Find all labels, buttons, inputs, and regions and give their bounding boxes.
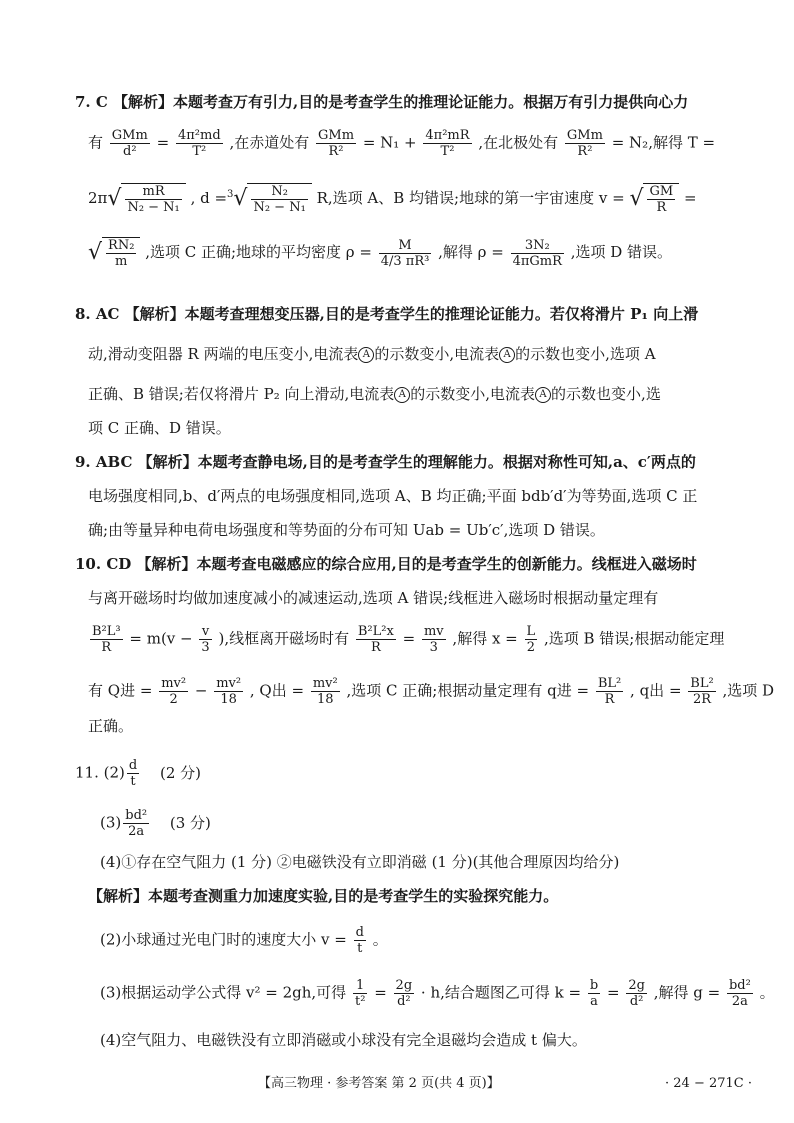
paper-code: · 24 − 271C · [665, 1076, 752, 1091]
q11-answer-3: (3) $\frac{\text{bd²}}{2a}$ (3 分) [100, 808, 211, 839]
q10-line-5: 正确。 [88, 717, 134, 735]
q7-line-1: 7. C 【解析】本题考查万有引力,目的是考查学生的推理论证能力。根据万有引力提供向心力 [75, 93, 689, 111]
q8-line-4: 项 C 正确、D 错误。 [88, 419, 231, 437]
page-footer: 【高三物理 · 参考答案 第 2 页(共 4 页)】 [258, 1076, 500, 1091]
ammeter-a2-icon: A [499, 347, 515, 363]
q11-answer-2: 11. (2) $\frac{d}{t}$ (2 分) [75, 758, 202, 789]
q11-explain-title: 【解析】本题考查测重力加速度实验,目的是考查学生的实验探究能力。 [88, 887, 559, 905]
q7-line-3: 2π√ $\frac{mR}{\text{N₂ − N₁}}$ , d =$^3$√ $\frac{\text{N₂}}{\text{N₂ − N₁}}$ R,选项 A、B 均错误;地球的第一宇宙速度 v = √ $\frac{GM}{R}$ = [88, 184, 697, 215]
q10-line-3: $\frac{\text{B²L³}}{R}$ = m(v − $\frac{v}{3}$ ),线框离开磁场时有 $\frac{\text{B²L²x}}{R}$ = $\frac{mv}{3}$ ,解得 x = $\frac{L}{2}$ ,选项 B 错误;根据动能定理 [92, 624, 725, 655]
q10-line-2: 与离开磁场时均做加速度减小的减速运动,选项 A 错误;线框进入磁场时根据动量定理有 [88, 589, 659, 607]
q7-line-4: √ $\frac{\text{RN₂}}{m}$ ,选项 C 正确;地球的平均密度 ρ = $\frac{M}{\text{4/3 πR³}}$ ,解得 ρ = $\frac{\text{3N₂}}{\text{4πGmR}}$ ,选项 D 错误。 [88, 237, 673, 269]
q10-line-4: 有 Q进 = $\frac{\text{mv²}}{2}$ − $\frac{\text{mv²}}{18}$ , Q出 = $\frac{\text{mv²}}{18}$ ,选项 C 正确;根据动量定理有 q进 = $\frac{\text{BL²}}{R}$ , q出 = $\frac{\text{BL²}}{2R}$ ,选项 D [88, 676, 775, 707]
q8-line-1: 8. AC 【解析】本题考查理想变压器,目的是考查学生的推理论证能力。若仅将滑片 P₁ 向上滑 [75, 305, 699, 323]
q9-line-1: 9. ABC 【解析】本题考查静电场,目的是考查学生的理解能力。根据对称性可知,a、c′两点的 [75, 453, 696, 471]
q11-explain-3: (3)根据运动学公式得 v² = 2gh,可得 $\frac{1}{\text{t²}}$ = $\frac{2g}{\text{d²}}$ · h,结合题图乙可得 k = $\frac{b}{a}$ = $\frac{2g}{\text{d²}}$ ,解得 g = $\frac{\text{bd²}}{2a}$ 。 [100, 978, 775, 1009]
q11-answer-4: (4)①存在空气阻力 (1 分) ②电磁铁没有立即消磁 (1 分)(其他合理原因均给分) [100, 853, 620, 871]
q7-line-2: 有 $\frac{\text{GMm}}{\text{d²}}$ = $\frac{\text{4π²md}}{\text{T²}}$ ,在赤道处有 $\frac{\text{GMm}}{\text{R²}}$ = N₁ + $\frac{\text{4π²mR}}{\text{T²}}$ ,在北极处有 $\frac{\text{GMm}}{\text{R²}}$ = N₂,解得 T = [88, 128, 716, 159]
ammeter-a1-icon: A [535, 387, 551, 403]
q9-line-3: 确;由等量异种电荷电场强度和等势面的分布可知 Uab = Ub′c′,选项 D 错误。 [88, 521, 605, 539]
q8-line-2: 动,滑动变阻器 R 两端的电压变小,电流表 A 的示数变小,电流表 A 的示数也变小,选项 A [88, 345, 656, 363]
q10-line-1: 10. CD 【解析】本题考查电磁感应的综合应用,目的是考查学生的创新能力。线框进入磁场时 [75, 555, 697, 573]
q9-line-2: 电场强度相同,b、d′两点的电场强度相同,选项 A、B 均正确;平面 bdb′d′为等势面,选项 C 正 [88, 487, 698, 505]
ammeter-a2-icon: A [394, 387, 410, 403]
ammeter-a1-icon: A [358, 347, 374, 363]
q11-explain-2: (2)小球通过光电门时的速度大小 v = $\frac{d}{t}$ 。 [100, 925, 388, 956]
q11-explain-4: (4)空气阻力、电磁铁没有立即消磁或小球没有完全退磁均会造成 t 偏大。 [100, 1031, 587, 1049]
q8-line-3: 正确、B 错误;若仅将滑片 P₂ 向上滑动,电流表 A 的示数变小,电流表 A 的示数也变小,选 [88, 385, 661, 403]
